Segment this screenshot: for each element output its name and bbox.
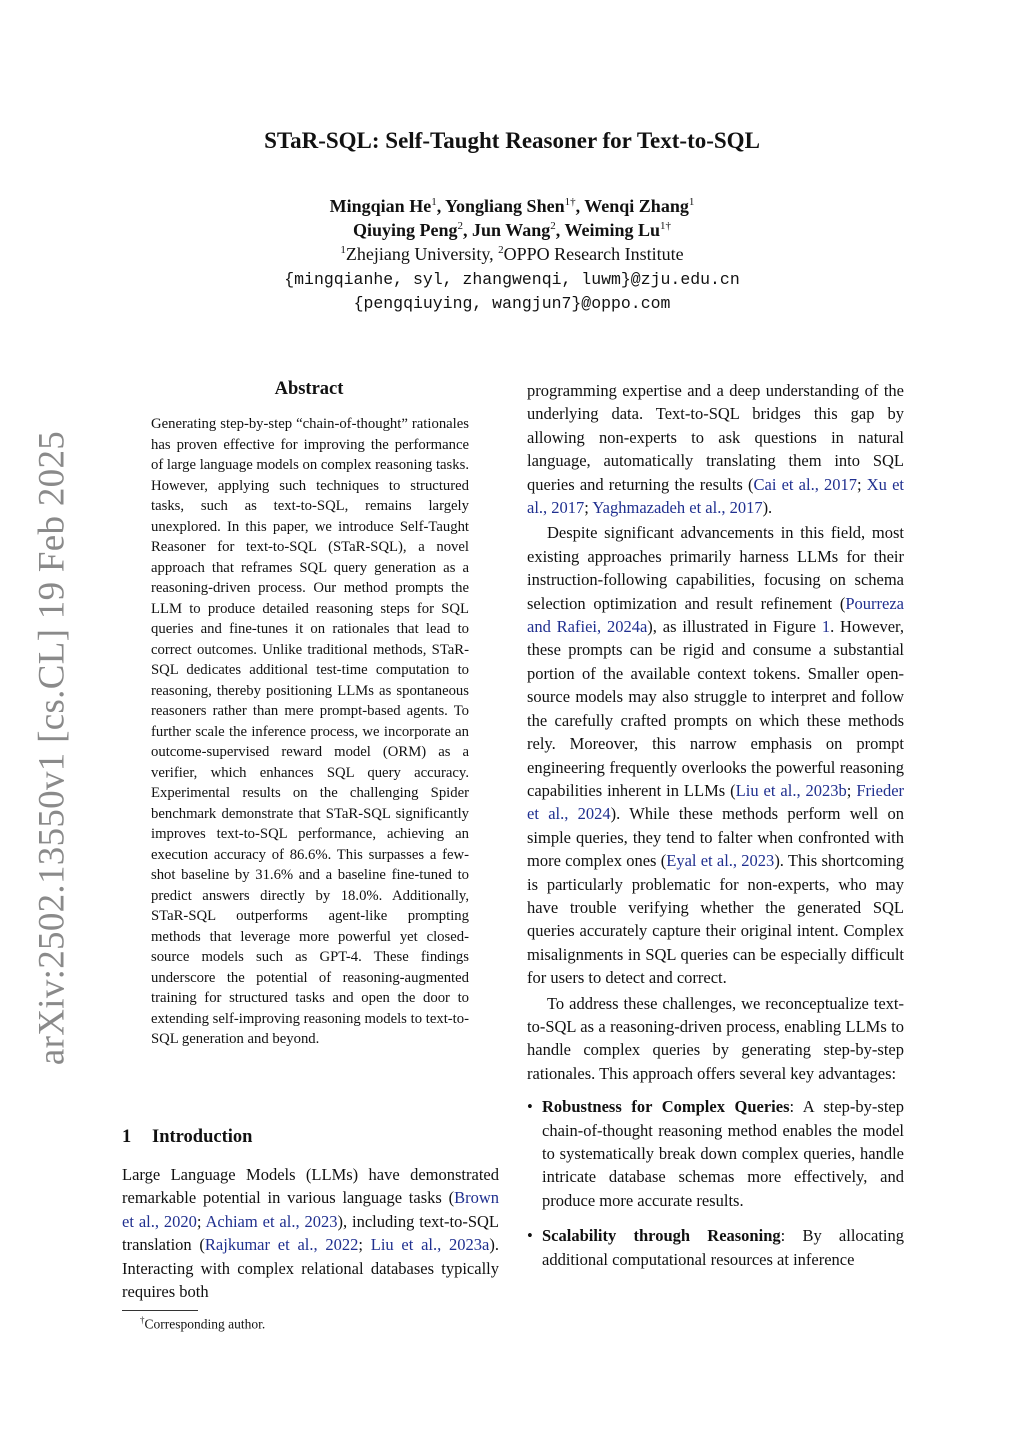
- citation-link[interactable]: Pourreza and Rafiei, 2024a: [527, 593, 904, 637]
- footnote-text: Corresponding author.: [144, 1316, 266, 1332]
- author-line-2: Qiuying Peng$^2$, Jun Wang$^2$, Weiming $Lu^{1\dagger}$: [353, 220, 671, 240]
- citation-link[interactable]: Yaghmazadeh et al., 2017: [592, 498, 763, 518]
- affil-mark: 1: [340, 244, 346, 256]
- citation-link[interactable]: Rajkumar et al., 2022: [204, 1235, 359, 1255]
- citation-link[interactable]: Frieder et al., 2024: [527, 780, 905, 824]
- section-title: Introduction: [152, 1127, 253, 1147]
- author-affil-mark: 1†: [659, 220, 671, 232]
- abstract-body: Generating step-by-step “chain-of-thought” rationales has proven effective for improving the performance of large language models on complex reasoning tasks. However, applying such techniques to structured tasks, such as text-to-SQL, remains largely unexplored. In this paper, we introduce Self-Taught Reasoner for text-to-SQL (STaR-SQL), a novel approach that reframes SQL query generation as a reasoning-driven process. Our method prompts the LLM to produce detailed reasoning steps for SQL queries and fine-tunes it on rationales that lead to correct outcomes. Unlike traditional methods, STaR-SQL dedicates additional test-time computation to reasoning, thereby positioning LLMs as spontaneous reasoners rather than mere prompt-based agents. To further scale the inference process, we incorporate an outcome-supervised reward model (ORM) as a verifier, which enhances SQL query accuracy. Experimental results on the challenging Spider benchmark demonstrate that STaR-SQL significantly improves text-to-SQL performance, achieving an execution accuracy of 86.6%. This surpasses a few-shot baseline by 31.6% and a baseline fine-tuned to predict answers directly by 18.0%. Additionally, STaR-SQL outperforms agent-like prompting methods that leverage more powerful yet closed-source models such as GPT-4. These findings underscore the potential of reasoning-augmented training for structured tasks and open the door to extending self-improving reasoning models to text-to-SQL generation and beyond.: [151, 416, 469, 1047]
- author-name: Weiming Lu: [564, 220, 660, 240]
- author-affil-mark: 2: [457, 220, 464, 232]
- citation-link[interactable]: Brown et al., 2020: [122, 1188, 499, 1231]
- author-line-1: Mingqian He$^1$, Yongliang Shen$^{1\dagger}$, Wenqi Zhang$^1$: [329, 196, 695, 216]
- author-affil-mark: 1†: [564, 196, 576, 208]
- list-item-text: : A step-by-step chain-of-thought reasoning method enables the model to systematically break down complex queries, handle intricate database schemas more effectively, and produce more accurate results.: [542, 1097, 904, 1210]
- affiliation-name: Zhejiang University: [345, 244, 490, 264]
- footnote-divider: [122, 1310, 198, 1311]
- list-item-text: : By allocating additional computational resources at inference: [542, 1226, 904, 1269]
- author-name: Jun Wang: [472, 220, 551, 240]
- right-column: [527, 379, 904, 1283]
- author-name: Wenqi Zhang: [584, 196, 689, 216]
- citation-link[interactable]: Xu et al., 2017: [527, 474, 904, 518]
- intro-paragraph: programming expertise and a deep understanding of the underlying data. Text-to-SQL bridges this gap by allowing non-experts to ask questions in natural language, automatically translating them into SQL queries and returning the results (Cai et al., 2017; Xu et al., 2017; Yaghmazadeh et al., 2017).: [527, 381, 904, 518]
- abstract-heading: Abstract: [274, 379, 344, 399]
- arxiv-side-stamp: [22, 430, 82, 1066]
- affil-mark: 2: [498, 244, 504, 256]
- author-affil-mark: 1: [688, 196, 695, 208]
- author-name: Mingqian He: [329, 196, 432, 216]
- author-affil-mark: 2: [550, 220, 556, 232]
- citation-link[interactable]: Achiam et al., 2023: [205, 1211, 338, 1231]
- list-item-title: Robustness for Complex Queries: [542, 1097, 790, 1117]
- list-item-title: Scalability through Reasoning: [542, 1226, 781, 1246]
- citation-link[interactable]: Cai et al., 2017: [753, 474, 857, 494]
- section-heading: [122, 1127, 252, 1148]
- affiliations: $^1$Zhejiang University, $^2$OPPO Research Institute: [340, 244, 684, 264]
- author-affil-mark: 1: [431, 196, 437, 208]
- intro-paragraph: Despite significant advancements in this field, most existing approaches primarily harness LLMs for their instruction-following capabilities, focusing on schema selection optimization and result refinement (Pourreza and Rafiei, 2024a), as illustrated in Figure 1. However, these prompts can be rigid and consume a substantial portion of the available context tokens. Smaller open-source models may also struggle to interpret and follow the carefully crafted prompts on which these methods rely. Moreover, this narrow emphasis on prompt engineering frequently overlooks the powerful reasoning capabilities inherent in LLMs (Liu et al., 2023b; Frieder et al., 2024). While these methods perform well on simple queries, they tend to falter when confronted with more complex ones (Eyal et al., 2023). This shortcoming is particularly problematic for non-experts, who may have trouble verifying whether the generated SQL queries accurately capture their original intent. Complex misalignments in SQL queries can be especially difficult for users to detect and correct.: [527, 523, 905, 988]
- figure-link[interactable]: 1: [821, 617, 831, 637]
- citation-link[interactable]: Eyal et al., 2023: [666, 851, 775, 871]
- citation-link[interactable]: Liu et al., 2023b: [735, 780, 847, 800]
- email-line-1: {mingqianhe, syl, zhangwenqi, luwm}@zju.edu.cn: [284, 270, 740, 289]
- intro-paragraph: To address these challenges, we reconceptualize text-to-SQL as a reasoning-driven process, enabling LLMs to handle complex queries by generating step-by-step rationales. This approach offers several key advantages:: [527, 993, 904, 1083]
- intro-paragraph: Large Language Models (LLMs) have demonstrated remarkable potential in various language tasks (Brown et al., 2020; Achiam et al., 2023), including text-to-SQL translation (Rajkumar et al., 2022; Liu et al., 2023a). Interacting with complex relational databases typically requires both: [122, 1165, 499, 1302]
- paper-title: STaR-SQL: Self-Taught Reasoner for Text-to-SQL: [264, 128, 760, 153]
- citation-link[interactable]: Liu et al., 2023a: [370, 1235, 490, 1255]
- advantages-list: [527, 1095, 904, 1271]
- email-line-2: {pengqiuying, wangjun7}@oppo.com: [353, 294, 671, 313]
- author-name: Yongliang Shen: [445, 196, 565, 216]
- author-name: Qiuying Peng: [353, 220, 458, 240]
- footnote-mark: †: [140, 1315, 145, 1325]
- section-number: 1: [122, 1127, 132, 1147]
- affiliation-name: OPPO Research Institute: [503, 244, 684, 264]
- arxiv-identifier: arXiv:2502.13550v1 [cs.CL] 19 Feb 2025: [31, 430, 73, 1066]
- list-item: [527, 1095, 904, 1212]
- footnote: [140, 1315, 265, 1333]
- list-item: [527, 1224, 904, 1271]
